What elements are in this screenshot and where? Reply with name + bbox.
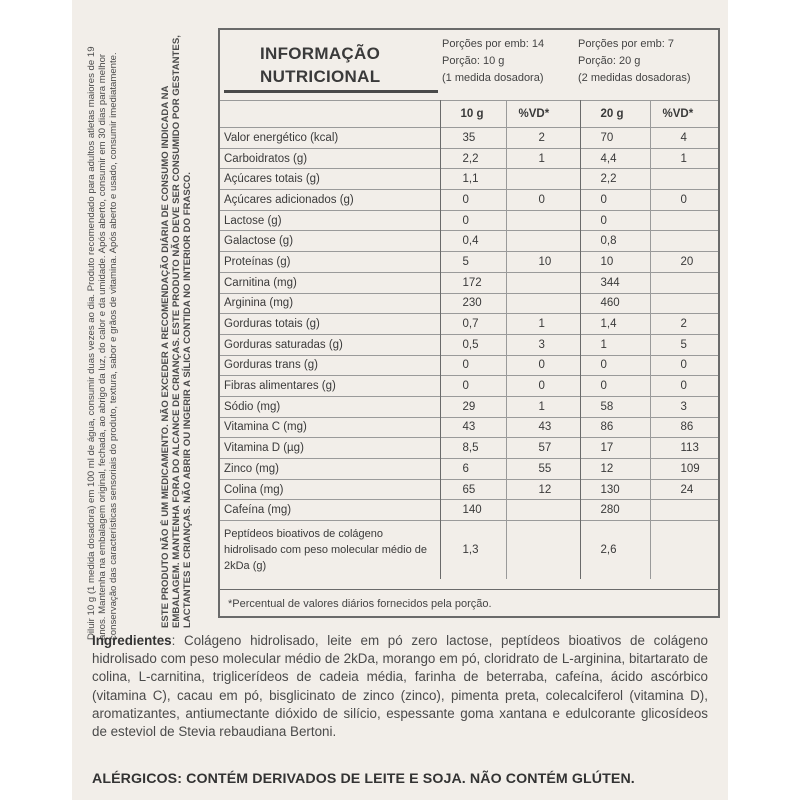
value-10g: 6 <box>440 459 506 480</box>
value-10g: 172 <box>440 272 506 293</box>
ingredients-paragraph <box>92 632 708 741</box>
title-line-1: INFORMAÇÃO <box>260 44 381 63</box>
servings-per-package: Porções por emb: 7 <box>578 38 674 50</box>
value-20g: 4,4 <box>580 148 650 169</box>
value-10g: 35 <box>440 128 506 149</box>
table-row <box>220 334 718 355</box>
nutrient-name: Sódio (mg) <box>220 396 440 417</box>
value-10g: 230 <box>440 293 506 314</box>
header-vd-10g: %VD* <box>506 101 580 128</box>
vd-20g <box>650 500 718 521</box>
usage-instructions-text: Diluir 10 g (1 medida dosadora) em 100 ml de água, consumir duas vezes ao dia. Produto recomendado para adultos atletas maiores de 19 anos. Mantenha na embalagem original, fechada, ao abrigo da luz, do calor e da umidade. Após aberto, consumir em 30 dias para melhor conservação das características sensoriais do produto, textura, sabor e grãos de vitamina. Após aberto e usado, consumir imediatamente. <box>86 46 119 640</box>
table-header-row <box>220 101 718 128</box>
vd-20g: 0 <box>650 190 718 211</box>
vd-10g <box>506 272 580 293</box>
vd-10g: 57 <box>506 438 580 459</box>
value-20g: 58 <box>580 396 650 417</box>
vd-20g: 3 <box>650 396 718 417</box>
vd-10g <box>506 500 580 521</box>
vd-20g: 20 <box>650 252 718 273</box>
value-10g: 0 <box>440 355 506 376</box>
allergens-statement: ALÉRGICOS: CONTÉM DERIVADOS DE LEITE E SOJA. NÃO CONTÉM GLÚTEN. <box>92 771 635 787</box>
nutrient-name: Zinco (mg) <box>220 459 440 480</box>
vd-10g <box>506 210 580 231</box>
table-row <box>220 417 718 438</box>
value-20g: 280 <box>580 500 650 521</box>
serving-measure: (1 medida dosadora) <box>442 72 544 84</box>
warning-text: ESTE PRODUTO NÃO É UM MEDICAMENTO. NÃO EXCEDER A RECOMENDAÇÃO DIÁRIA DE CONSUMO INDICADA NA EMBALAGEM. MANTENHA FORA DO ALCANCE DE CRIANÇAS. ESTE PRODUTO NÃO DEVE SER CONSUMIDO POR GESTANTES, LACTANTES E CRIANÇAS. NÃO ABRIR OU INGERIR A SÍLICA CONTIDA NO INTERIOR DO FRASCO. <box>160 35 193 628</box>
nutrient-name: Valor energético (kcal) <box>220 128 440 149</box>
nutrient-name: Colina (mg) <box>220 479 440 500</box>
vd-20g: 86 <box>650 417 718 438</box>
nutrient-name: Açúcares adicionados (g) <box>220 190 440 211</box>
vd-10g: 1 <box>506 396 580 417</box>
table-row <box>220 169 718 190</box>
vd-20g: 5 <box>650 334 718 355</box>
value-10g: 0 <box>440 210 506 231</box>
nutrient-name: Arginina (mg) <box>220 293 440 314</box>
vd-20g: 109 <box>650 459 718 480</box>
footnote: *Percentual de valores diários fornecidos pela porção. <box>228 598 492 610</box>
value-10g: 1,1 <box>440 169 506 190</box>
panel-title <box>260 42 380 88</box>
vd-10g: 0 <box>506 190 580 211</box>
nutrient-name: Carboidratos (g) <box>220 148 440 169</box>
table-row <box>220 459 718 480</box>
vd-10g: 1 <box>506 148 580 169</box>
nutrient-name: Gorduras saturadas (g) <box>220 334 440 355</box>
value-20g: 1,4 <box>580 314 650 335</box>
vd-20g: 4 <box>650 128 718 149</box>
serving-size: Porção: 10 g <box>442 55 505 67</box>
table-row <box>220 190 718 211</box>
portion-info-10g <box>442 36 544 87</box>
vd-20g: 1 <box>650 148 718 169</box>
vd-10g: 0 <box>506 376 580 397</box>
vd-20g: 24 <box>650 479 718 500</box>
nutrient-name: Açúcares totais (g) <box>220 169 440 190</box>
nutrient-name: Carnitina (mg) <box>220 272 440 293</box>
value-20g: 2,2 <box>580 169 650 190</box>
vd-10g: 10 <box>506 252 580 273</box>
value-10g: 2,2 <box>440 148 506 169</box>
vd-10g: 12 <box>506 479 580 500</box>
title-rule <box>224 90 438 93</box>
table-row <box>220 376 718 397</box>
vd-10g: 43 <box>506 417 580 438</box>
value-10g: 29 <box>440 396 506 417</box>
value-10g: 43 <box>440 417 506 438</box>
header-vd-20g: %VD* <box>650 101 718 128</box>
table-row <box>220 148 718 169</box>
serving-size: Porção: 20 g <box>578 55 641 67</box>
nutrient-name: Galactose (g) <box>220 231 440 252</box>
table-row <box>220 231 718 252</box>
vd-20g: 0 <box>650 376 718 397</box>
serving-measure: (2 medidas dosadoras) <box>578 72 691 84</box>
value-20g: 12 <box>580 459 650 480</box>
value-10g: 65 <box>440 479 506 500</box>
panel-header <box>220 30 718 96</box>
value-10g: 0 <box>440 190 506 211</box>
ingredients-label: Ingredientes <box>92 633 172 648</box>
servings-per-package: Porções por emb: 14 <box>442 38 545 50</box>
vd-20g <box>650 272 718 293</box>
header-nutrient <box>220 101 440 128</box>
nutrient-name: Lactose (g) <box>220 210 440 231</box>
value-10g: 1,3 <box>440 521 506 579</box>
nutrition-table <box>220 100 718 579</box>
nutrient-name: Vitamina C (mg) <box>220 417 440 438</box>
vd-20g <box>650 293 718 314</box>
table-row <box>220 293 718 314</box>
value-20g: 0 <box>580 190 650 211</box>
vd-20g <box>650 169 718 190</box>
value-10g: 0,4 <box>440 231 506 252</box>
table-row <box>220 210 718 231</box>
value-20g: 0 <box>580 355 650 376</box>
footnote-rule <box>220 589 718 591</box>
value-20g: 10 <box>580 252 650 273</box>
nutrition-table-body <box>220 128 718 579</box>
value-10g: 5 <box>440 252 506 273</box>
ingredients-text: : Colágeno hidrolisado, leite em pó zero lactose, peptídeos bioativos de colágeno hidrolisado com peso molecular médio de 2kDa, morango em pó, cloridrato de L-arginina, bitartarato de colina, L-carnitina, triglicerídeos de cadeia média, farinha de beterraba, cafeína, ácido ascórbico (vitamina C), cacau em pó, bisglicinato de zinco (zinco), pimenta preta, colecalciferol (vitamina D), aromatizantes, antiumectante dióxido de silício, espessante goma xantana e edulcorante glicosídeos de esteviol de Stevia rebaudiana Bertoni. <box>92 633 708 740</box>
vd-10g <box>506 169 580 190</box>
vd-10g <box>506 521 580 579</box>
header-10g: 10 g <box>440 101 506 128</box>
value-20g: 17 <box>580 438 650 459</box>
value-10g: 0 <box>440 376 506 397</box>
vd-10g: 1 <box>506 314 580 335</box>
table-row <box>220 479 718 500</box>
vd-20g <box>650 231 718 252</box>
value-10g: 0,5 <box>440 334 506 355</box>
vd-20g: 0 <box>650 355 718 376</box>
table-row <box>220 521 718 579</box>
vd-10g: 3 <box>506 334 580 355</box>
table-row <box>220 355 718 376</box>
value-20g: 0,8 <box>580 231 650 252</box>
value-20g: 70 <box>580 128 650 149</box>
nutrient-name: Fibras alimentares (g) <box>220 376 440 397</box>
vd-20g <box>650 210 718 231</box>
title-line-2: NUTRICIONAL <box>260 67 381 86</box>
nutrient-name: Peptídeos bioativos de colágeno hidrolisado com peso molecular médio de 2kDa (g) <box>220 521 440 579</box>
vd-10g: 55 <box>506 459 580 480</box>
value-20g: 0 <box>580 210 650 231</box>
value-20g: 2,6 <box>580 521 650 579</box>
table-row <box>220 314 718 335</box>
nutrient-name: Cafeína (mg) <box>220 500 440 521</box>
table-row <box>220 128 718 149</box>
vd-20g <box>650 521 718 579</box>
vd-10g: 2 <box>506 128 580 149</box>
vd-20g: 2 <box>650 314 718 335</box>
table-row <box>220 396 718 417</box>
portion-info-20g <box>578 36 691 87</box>
value-10g: 140 <box>440 500 506 521</box>
value-20g: 460 <box>580 293 650 314</box>
nutrient-name: Vitamina D (µg) <box>220 438 440 459</box>
table-row <box>220 252 718 273</box>
table-row <box>220 438 718 459</box>
table-row <box>220 272 718 293</box>
vd-20g: 113 <box>650 438 718 459</box>
value-20g: 86 <box>580 417 650 438</box>
vd-10g: 0 <box>506 355 580 376</box>
nutrition-facts-panel <box>218 28 720 618</box>
nutrient-name: Gorduras totais (g) <box>220 314 440 335</box>
value-20g: 344 <box>580 272 650 293</box>
value-20g: 1 <box>580 334 650 355</box>
value-10g: 0,7 <box>440 314 506 335</box>
nutrient-name: Proteínas (g) <box>220 252 440 273</box>
nutrient-name: Gorduras trans (g) <box>220 355 440 376</box>
value-20g: 0 <box>580 376 650 397</box>
table-row <box>220 500 718 521</box>
value-10g: 8,5 <box>440 438 506 459</box>
vd-10g <box>506 231 580 252</box>
value-20g: 130 <box>580 479 650 500</box>
header-20g: 20 g <box>580 101 650 128</box>
vd-10g <box>506 293 580 314</box>
